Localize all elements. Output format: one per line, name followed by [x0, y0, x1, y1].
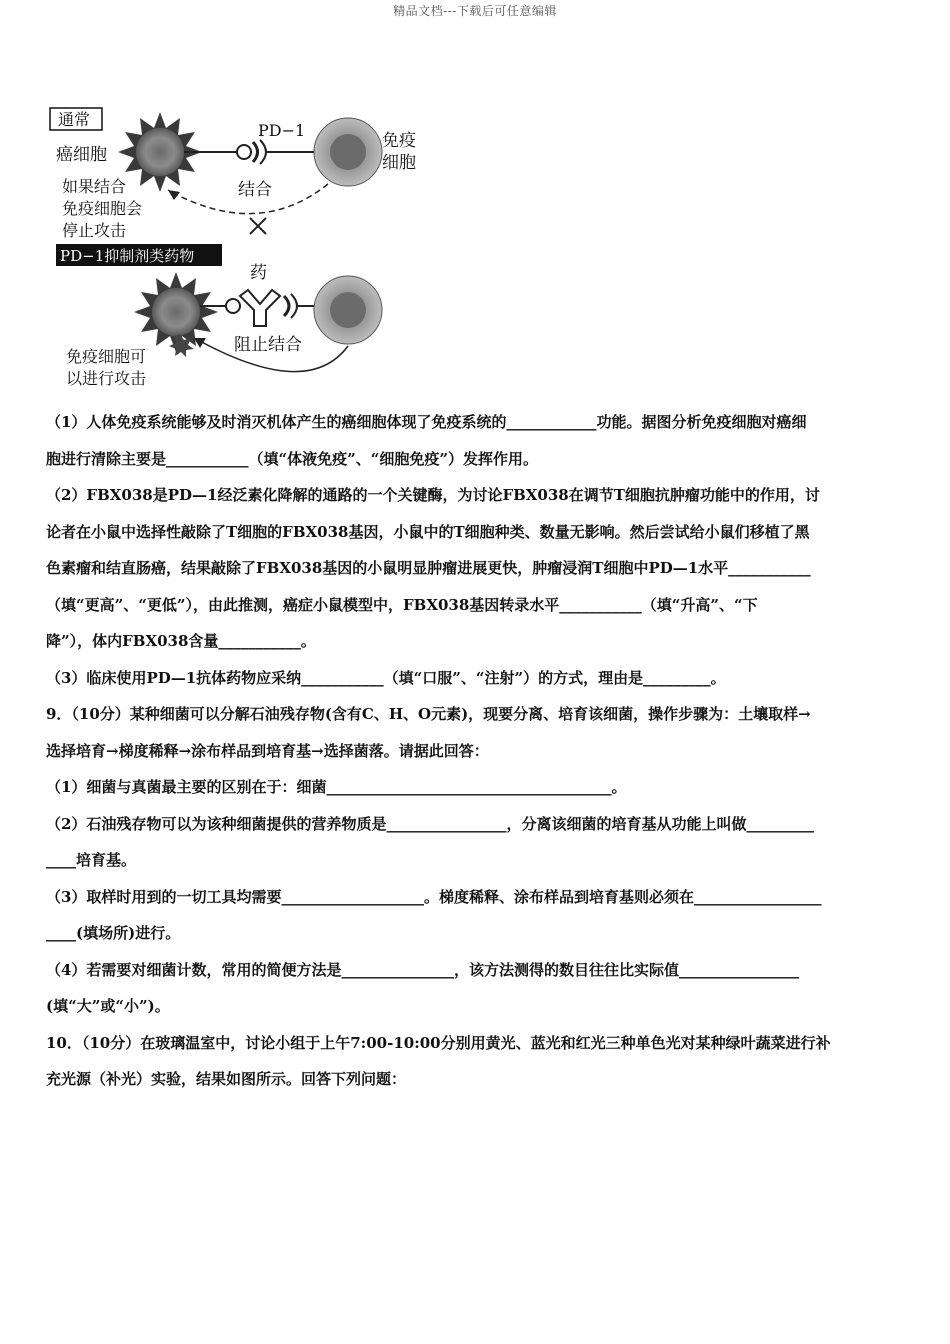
- text-line: 色素瘤和结直肠癌，结果敲除了FBX038基因的小鼠明显肿瘤进展更快，肿瘤浸润T细胞中PD—1水平___________: [46, 559, 811, 577]
- drug-label: 药: [250, 263, 267, 283]
- attack-line2: 以进行攻击: [66, 369, 147, 388]
- ligand-head: [237, 145, 251, 159]
- text-line: （2）FBX038是PD—1经泛素化降解的通路的一个关键酶，为讨论FBX038在调节T细胞抗肿瘤功能中的作用，讨: [46, 486, 820, 504]
- text-line: 降”），体内FBX038含量___________。: [46, 632, 316, 650]
- immune-cell-label-line1: 免疫: [382, 131, 416, 151]
- pd1-diagram: [48, 100, 428, 395]
- text-line: ____培育基。: [46, 851, 137, 869]
- bind-label: 结合: [238, 180, 272, 200]
- text-line: （填“更高”、“更低”），由此推测，癌症小鼠模型中，FBX038基因转录水平___________（填“升高”、“下: [46, 595, 758, 614]
- text-line: （3）取样时用到的一切工具均需要___________________。梯度稀释、涂布样品到培育基则必须在_________________: [46, 887, 822, 906]
- text-line: (填“大”或“小”)。: [46, 997, 170, 1015]
- drug-antibody-icon: [240, 290, 280, 326]
- text-line: 9．（10分）某种细菌可以分解石油残存物(含有C、H、O元素)，现要分离、培育该细菌，操作步骤为：土壤取样→: [46, 705, 811, 723]
- ligand-head-bottom: [226, 299, 240, 313]
- immune-cell-label-line2: 细胞: [382, 153, 416, 173]
- immune-cell-icon: [314, 118, 382, 186]
- pd1-label: PD−1: [258, 121, 306, 140]
- text-line: 选择培育→梯度稀释→涂布样品到培育基→选择菌落。请据此回答：: [46, 741, 489, 760]
- text-line: （3）临床使用PD—1抗体药物应采纳___________（填“口服”、“注射”）的方式，理由是_________。: [46, 668, 726, 687]
- text-line: （2）石油残存物可以为该种细菌提供的营养物质是________________，分离该细菌的培育基从功能上叫做_________: [46, 814, 814, 833]
- question-text: [46, 404, 906, 1098]
- text-line: （1）人体免疫系统能够及时消灭机体产生的癌细胞体现了免疫系统的____________功能。据图分析免疫细胞对癌细: [46, 413, 807, 431]
- block-label: 阻止结合: [234, 335, 302, 355]
- text-line: 胞进行清除主要是___________（填“体液免疫”、“细胞免疫”）发挥作用。: [46, 449, 539, 468]
- normal-label: 通常: [58, 110, 91, 129]
- cancer-cell-label: 癌细胞: [56, 145, 107, 165]
- note-line1: 如果结合: [62, 177, 127, 196]
- text-line: 充光源（补光）实验，结果如图所示。回答下列问题：: [46, 1070, 407, 1088]
- immune-cell-bottom-icon: [314, 276, 382, 344]
- attack-line1: 免疫细胞可: [66, 347, 147, 366]
- text-line: （4）若需要对细菌计数，常用的简便方法是_______________，该方法测得的数目往往比实际值________________: [46, 960, 799, 979]
- text-line: （1）细菌与真菌最主要的区别在于：细菌______________________________________。: [46, 778, 627, 796]
- note-line3: 停止攻击: [62, 221, 127, 240]
- text-line: ____(填场所)进行。: [46, 924, 181, 942]
- page-header: 精品文档---下载后可任意编辑: [393, 4, 557, 18]
- inhibitor-banner-text: PD−1抑制剂类药物: [60, 247, 195, 265]
- text-line: 论者在小鼠中选择性敲除了T细胞的FBX038基因，小鼠中的T细胞种类、数量无影响。然后尝试给小鼠们移植了黑: [46, 522, 810, 541]
- text-line: 10．（10分）在玻璃温室中，讨论小组于上午7:00-10:00分别用黄光、蓝光和红光三种单色光对某种绿叶蔬菜进行补: [46, 1033, 831, 1052]
- note-line2: 免疫细胞会: [62, 199, 143, 218]
- pd1-receptor-icon: [253, 142, 258, 162]
